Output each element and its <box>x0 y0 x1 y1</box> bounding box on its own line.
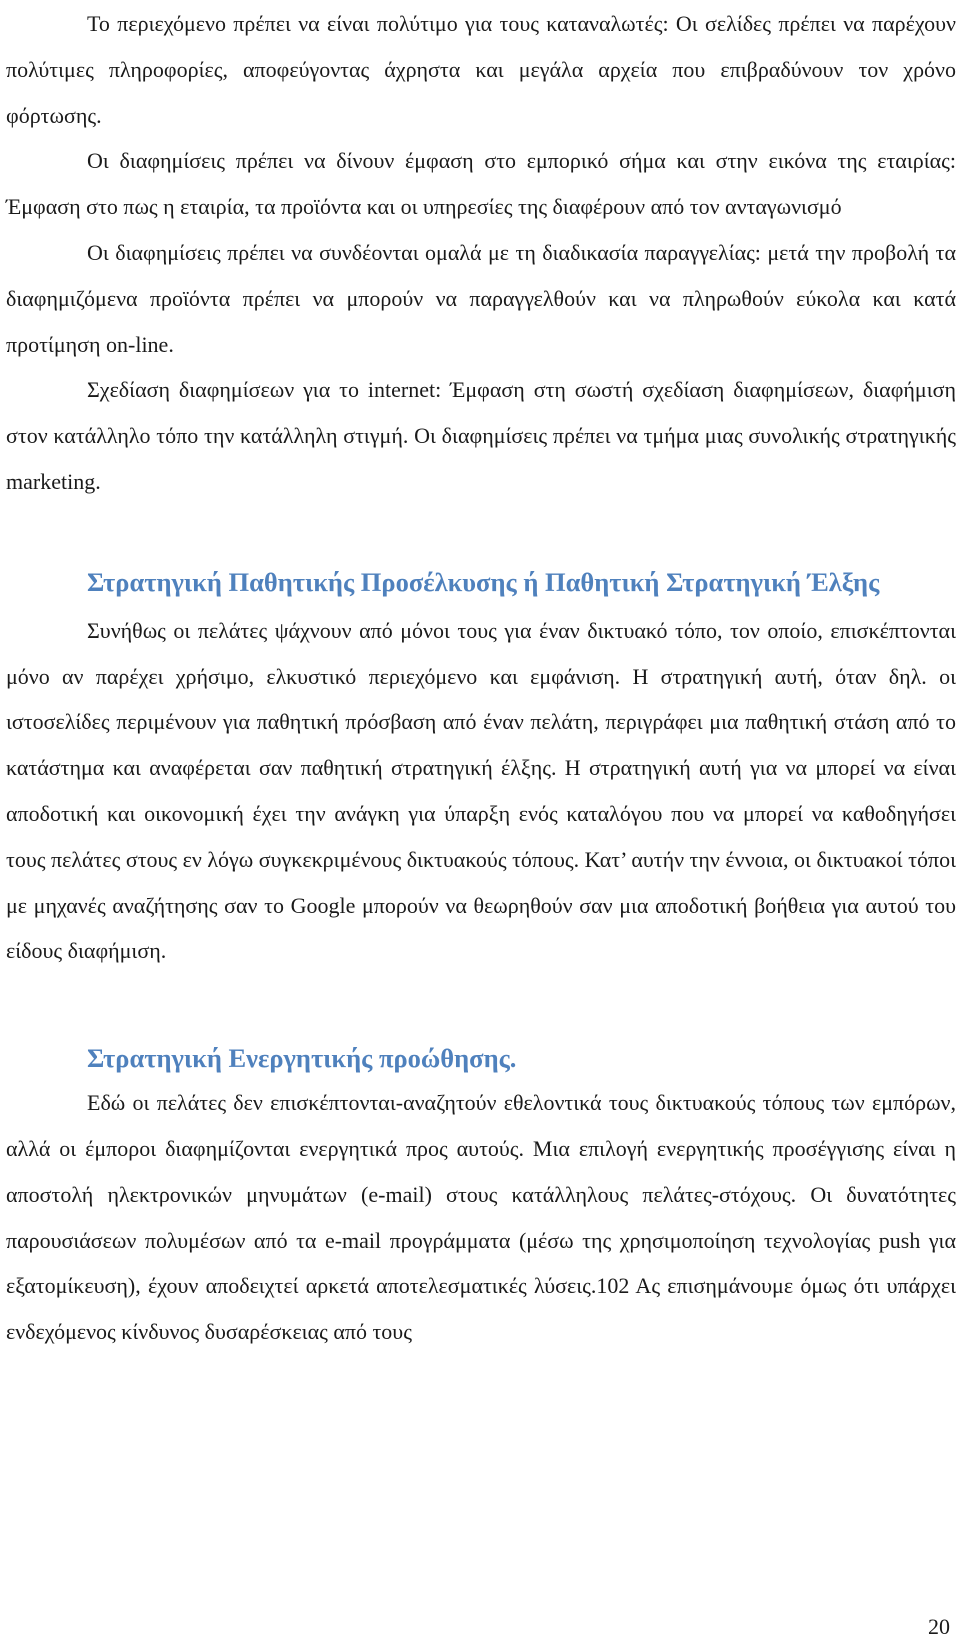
paragraph-active-strategy: Εδώ οι πελάτες δεν επισκέπτονται-αναζητούν εθελοντικά τους δικτυακούς τόπους των εμπόρων, αλλά οι έμποροι διαφημίζονται ενεργητικά προς αυτούς. Μια επιλογή ενεργητικής προσέγγισης είναι η αποστολή ηλεκτρονικών μηνυμάτων (e-mail) στους κατάλληλους πελάτες-στόχους. Οι δυνατότητες παρουσιάσεων πολυμέσων από τα e-mail προγράμματα (μέσω της χρησιμοποίηση τεχνολογίας push για εξατομίκευση), έχουν αποδειχτεί αρκετά αποτελεσματικές λύσεις.102 Ας επισημάνουμε όμως ότι υπάρχει ενδεχόμενος κίνδυνος δυσαρέσκειας από τους <box>6 1090 956 1345</box>
paragraph-brand-emphasis: Οι διαφημίσεις πρέπει να δίνουν έμφαση στο εμπορικό σήμα και στην εικόνα της εταιρίας: Έμφαση στο πως η εταιρία, τα προϊόντα και οι υπηρεσίες της διαφέρουν από τον ανταγωνισμό <box>6 148 956 220</box>
paragraph-content-value: Το περιεχόμενο πρέπει να είναι πολύτιμο για τους καταναλωτές: Οι σελίδες πρέπει να παρέχουν πολύτιμες πληροφορίες, αποφεύγοντας άχρηστα και μεγάλα αρχεία που επιβραδύνουν τον χρόνο φόρτωσης. <box>6 11 956 128</box>
page-number: 20 <box>928 1614 950 1639</box>
document-page <box>6 0 956 1355</box>
paragraph-passive-strategy: Συνήθως οι πελάτες ψάχνουν από μόνοι τους για έναν δικτυακό τόπο, τον οποίο, επισκέπτονται μόνο αν παρέχει χρήσιμο, ελκυστικό περιεχόμενο και εμφάνιση. Η στρατηγική αυτή, όταν δηλ. οι ιστοσελίδες περιμένουν για παθητική πρόσβαση από έναν πελάτη, περιγράφει μια παθητική στάση από το κατάστημα και αναφέρεται σαν παθητική στρατηγική έλξης. Η στρατηγική αυτή για να μπορεί να είναι αποδοτική και οικονομική έχει την ανάγκη για ύπαρξη ενός καταλόγου που να μπορεί να καθοδηγήσει τους πελάτες στους εν λόγω συγκεκριμένους δικτυακούς τόπους. Κατ’ αυτήν την έννοια, οι δικτυακοί τόποι με μηχανές αναζήτησης σαν το Google μπορούν να θεωρηθούν σαν μια αποδοτική βοήθεια για αυτού του είδους διαφήμιση. <box>6 617 956 964</box>
paragraph-ad-design: Σχεδίαση διαφημίσεων για το internet: Έμφαση στη σωστή σχεδίαση διαφημίσεων, διαφήμιση στον κατάλληλο τόπο την κατάλληλη στιγμή. Οι διαφημίσεις πρέπει να τμήμα μιας συνολικής στρατηγικής marketing. <box>6 377 956 494</box>
heading-active-strategy: Στρατηγική Ενεργητικής προώθησης. <box>87 1043 517 1074</box>
heading-passive-strategy: Στρατηγική Παθητικής Προσέλκυσης ή Παθητική Στρατηγική Έλξης <box>87 566 880 597</box>
paragraph-ordering-process: Οι διαφημίσεις πρέπει να συνδέονται ομαλά με τη διαδικασία παραγγελίας: μετά την προβολή τα διαφημιζόμενα προϊόντα πρέπει να μπορούν να παραγγελθούν και να πληρωθούν εύκολα και κατά προτίμηση on-line. <box>6 239 956 357</box>
